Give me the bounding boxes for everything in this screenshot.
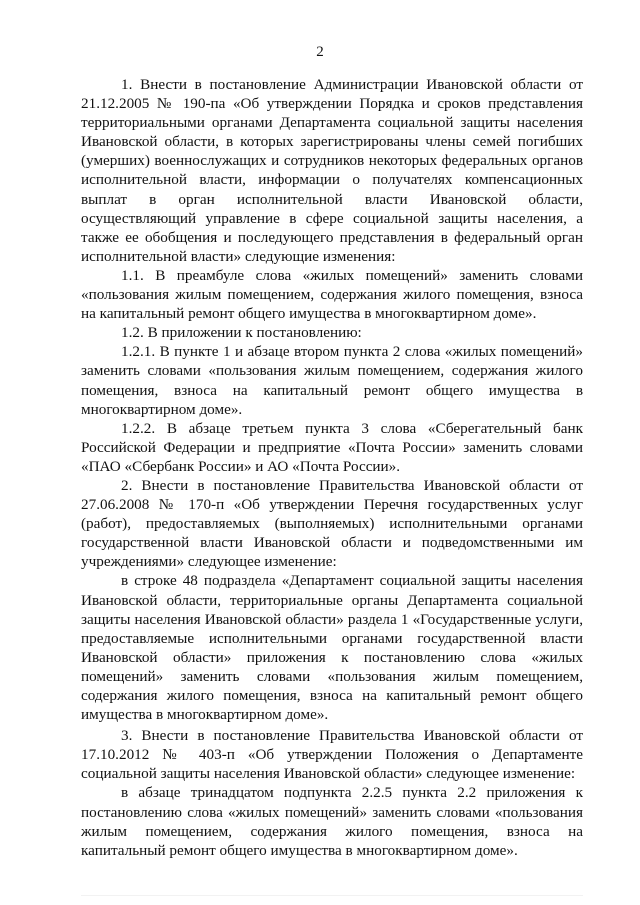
paragraph-item-2-amendment: в строке 48 подраздела «Департамент социальной защиты населения Ивановской области, территориальные органы Департамента социальной защиты населения Ивановской области» раздела 1 «Государственные услуги, предоставляемые исполнительными органами государственной власти Ивановской области» приложения к постановлению слова «жилых помещений» заменить словами «пользования жилым помещением, содержания жилого помещения, взноса на капитальный ремонт общего имущества в многоквартирном доме». [81, 572, 583, 724]
paragraph-item-3: 3. Внести в постановление Правительства Ивановской области от 17.10.2012 № 403-п «Об утверждении Положения о Департаменте социальной защиты населения Ивановской области» следующее изменение: [81, 727, 583, 783]
document-body [81, 75, 583, 860]
paragraph-item-1: 1. Внести в постановление Администрации Ивановской области от 21.12.2005 № 190-па «Об утверждении Порядка и сроков представления территориальными органами Департамента социальной защиты населения Ивановской области, в которых зарегистрированы члены семей погибших (умерших) военнослужащих и сотрудников некоторых федеральных органов исполнительной власти, информации о получателях компенсационных выплат в орган исполнительной власти Ивановской области, осуществляющий управление в сфере социальной защиты населения, а также ее обобщения и последующего представления в федеральный орган исполнительной власти» следующие изменения: [81, 76, 583, 265]
paragraph-item-3-amendment: в абзаце тринадцатом подпункта 2.2.5 пункта 2.2 приложения к постановлению слова «жилых помещений» заменить словами «пользования жилым помещением, содержания жилого помещения, взноса на капитальный ремонт общего имущества в многоквартирном доме». [81, 784, 583, 859]
paragraph-item-1-2-1: 1.2.1. В пункте 1 и абзаце втором пункта 2 слова «жилых помещений» заменить словами «пользования жилым помещением, содержания жилого помещения, взноса на капитальный ремонт общего имущества в многоквартирном доме». [81, 343, 583, 418]
paragraph-item-1-2-2: 1.2.2. В абзаце третьем пункта 3 слова «Сберегательный банк Российской Федерации и предприятие «Почта России» заменить словами «ПАО «Сбербанк России» и АО «Почта России». [81, 419, 583, 475]
scan-edge-line [81, 895, 583, 896]
page-number: 2 [316, 44, 324, 60]
paragraph-item-2: 2. Внести в постановление Правительства Ивановской области от 27.06.2008 № 170-п «Об утверждении Перечня государственных услуг (работ), предоставляемых (выполняемых) исполнительными органами государственной власти Ивановской области и подведомственными им учреждениями» следующее изменение: [81, 476, 583, 571]
paragraph-item-1-2: 1.2. В приложении к постановлению: [121, 324, 362, 342]
paragraph-item-1-1: 1.1. В преамбуле слова «жилых помещений» заменить словами «пользования жилым помещением, содержания жилого помещения, взноса на капитальный ремонт общего имущества в многоквартирном доме». [81, 266, 583, 323]
